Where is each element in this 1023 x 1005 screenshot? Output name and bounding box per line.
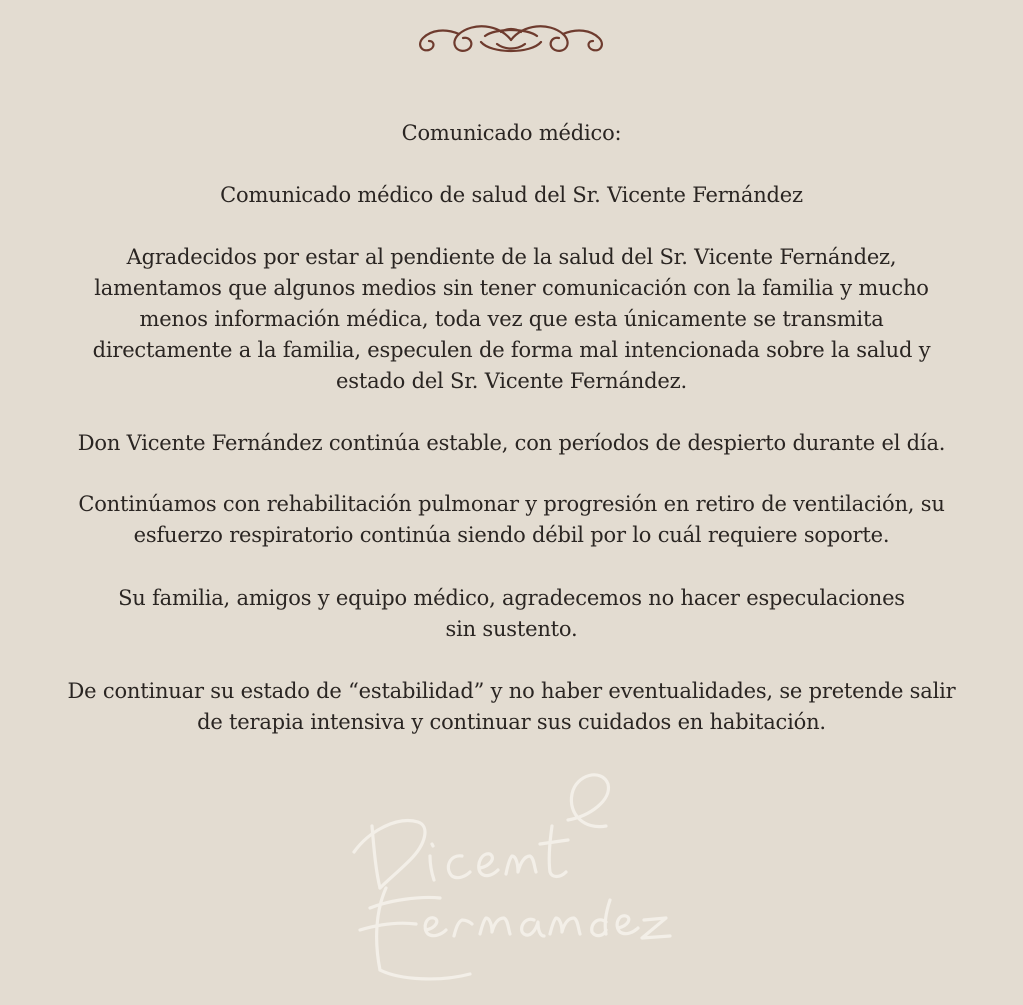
- paragraph-outlook: [0, 676, 1023, 738]
- paragraph-line: De continuar su estado de “estabilidad” y no haber eventualidades, se pretende salir: [67, 679, 956, 703]
- document-title: [0, 118, 1023, 149]
- flourish-ornament-icon: [411, 14, 611, 66]
- paragraph-line: menos información médica, toda vez que esta únicamente se transmita: [139, 307, 884, 331]
- paragraph-line: Continúamos con rehabilitación pulmonar y progresión en retiro de ventilación, su: [78, 492, 945, 516]
- paragraph-rehabilitation: [0, 489, 1023, 551]
- paragraph-line: directamente a la familia, especulen de forma mal intencionada sobre la salud y: [92, 338, 931, 362]
- paragraph-line: Don Vicente Fernández continúa estable, con períodos de despierto durante el día.: [77, 431, 946, 455]
- paragraph-line: estado del Sr. Vicente Fernández.: [336, 369, 687, 393]
- paragraph-line: sin sustento.: [445, 617, 578, 641]
- signature-logo: [340, 760, 680, 990]
- subtitle-line: Comunicado médico de salud del Sr. Vicente Fernández: [220, 183, 803, 207]
- paragraph-request: [0, 583, 1023, 645]
- paragraph-line: Su familia, amigos y equipo médico, agradecemos no hacer especulaciones: [118, 586, 905, 610]
- paragraph-line: Agradecidos por estar al pendiente de la salud del Sr. Vicente Fernández,: [126, 245, 897, 269]
- document-subtitle: [0, 180, 1023, 211]
- title-line: Comunicado médico:: [401, 121, 622, 145]
- paragraph-gratitude: [0, 242, 1023, 397]
- paragraph-line: lamentamos que algunos medios sin tener comunicación con la familia y mucho: [94, 276, 929, 300]
- paragraph-status: [0, 428, 1023, 459]
- paragraph-line: esfuerzo respiratorio continúa siendo débil por lo cuál requiere soporte.: [133, 523, 890, 547]
- paragraph-line: de terapia intensiva y continuar sus cuidados en habitación.: [197, 710, 826, 734]
